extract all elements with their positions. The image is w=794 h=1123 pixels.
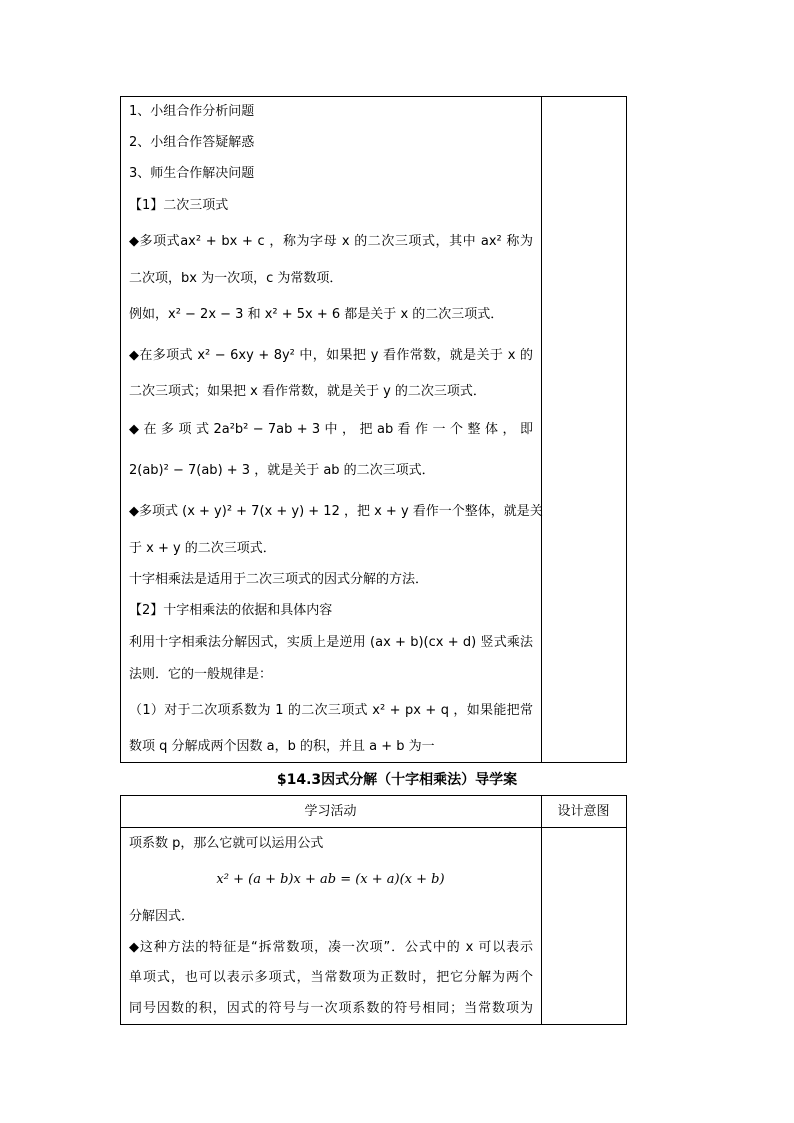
text-line: 分解因式． — [129, 909, 195, 924]
step-2-line: 2、小组合作答疑解惑 — [129, 135, 255, 150]
text-line: ◆多项式ax² + bx + c ，称为字母 x 的二次三项式，其中 ax² 称为 — [129, 234, 533, 249]
section-2-heading: 【2】十字相乘法的依据和具体内容 — [129, 603, 333, 618]
column-divider — [541, 796, 542, 1024]
section-1-heading: 【1】二次三项式 — [129, 198, 229, 213]
text-line: ◆这种方法的特征是“拆常数项，凑一次项”．公式中的 x 可以表示 — [129, 940, 533, 955]
text-line: ◆多项式 (x + y)² + 7(x + y) + 12 ，把 x + y 看作一个整体，就是关 — [129, 504, 543, 519]
page-title: $14.3因式分解（十字相乘法）导学案 — [276, 772, 518, 788]
text-line: 法则．它的一般规律是： — [129, 667, 273, 682]
text-line: ◆在多项式 x² − 6xy + 8y² 中，如果把 y 看作常数，就是关于 x 的 — [129, 348, 533, 363]
column-divider — [541, 97, 542, 762]
activity-table-bottom — [120, 795, 627, 1025]
text-line: 同号因数的积，因式的符号与一次项系数的符号相同；当常数项为 — [129, 1001, 533, 1016]
header-learning-activity: 学习活动 — [304, 804, 357, 819]
step-1-line: 1、小组合作分析问题 — [129, 104, 255, 119]
text-line: 项系数 p，那么它就可以运用公式 — [129, 836, 324, 851]
text-line: 二次三项式；如果把 x 看作常数，就是关于 y 的二次三项式． — [129, 384, 486, 399]
text-line: 十字相乘法是适用于二次三项式的因式分解的方法． — [129, 572, 429, 587]
text-line: 例如，x² − 2x − 3 和 x² + 5x + 6 都是关于 x 的二次三项式． — [129, 307, 504, 322]
step-3-line: 3、师生合作解决问题 — [129, 166, 255, 181]
text-line: 2(ab)² − 7(ab) + 3 ，就是关于 ab 的二次三项式． — [129, 463, 435, 478]
text-line: 于 x + y 的二次三项式． — [129, 541, 276, 556]
text-line: ◆ 在 多 项 式 2a²b² − 7ab + 3 中 ， 把 ab 看 作 一 个 整 体 ， 即 — [129, 422, 533, 437]
text-line: 单项式，也可以表示多项式，当常数项为正数时，把它分解为两个 — [129, 970, 533, 985]
text-line: （1）对于二次项系数为 1 的二次三项式 x² + px + q ，如果能把常 — [129, 703, 533, 718]
header-divider — [121, 827, 626, 828]
text-line: 二次项，bx 为一次项，c 为常数项． — [129, 271, 343, 286]
text-line: 数项 q 分解成两个因数 a，b 的积，并且 a + b 为一 — [129, 739, 435, 754]
header-design-intent: 设计意图 — [557, 804, 610, 819]
formula: x² + (a + b)x + ab = (x + a)(x + b) — [216, 872, 445, 887]
text-line: 利用十字相乘法分解因式，实质上是逆用 (ax + b)(cx + d) 竖式乘法 — [129, 635, 533, 650]
